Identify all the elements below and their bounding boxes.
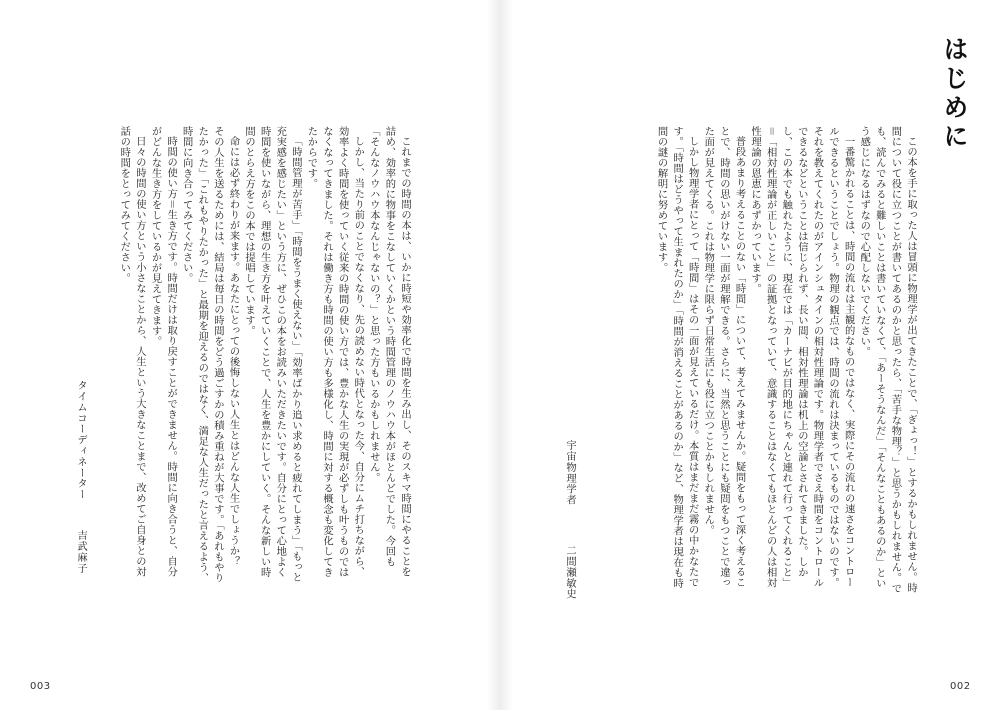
left-signature-name: 吉武麻子 <box>75 530 87 574</box>
paragraph: 普段あまり考えることのない「時間」について、考えてみませんか。疑問をもって深く考えることで、時間の思いがけない一面が理解できる。さらに、当然と思うことにも疑問をもつことで違った面が見えてくる。これは物理学に限らず日常生活にも役に立つことかもしれません。 <box>702 126 746 588</box>
paragraph: この本を手に取った人は冒頭に物理学が出てきたことで、「ぎょっ！」とするかもしれません。時間について役に立つことが書いてあるのかと思ったら、「苦手な物理？」と思うかもしれません。でも、読んでみると難しいことは書いていなくて、「あーそうなんだ」「そんなこともあるのか」という感じになるはずなので心配しないでください。 <box>858 126 917 594</box>
left-signature-role: タイムコーディネーター <box>75 380 87 500</box>
paragraph: 一番驚かれることは、時間の流れは主観的なものではなく、実際にその流れの速さをコントロールできるということでしょう。物理の観点では、時間の流れは決まっているものではないのです。それを教えてくれたのがアインシュタインの相対性理論です。物理学者でさえ時間をコントロールできるなどということは信じられず、長い間、相対性理論は机上の空論とされてきました。しかし、この本でも触れたように、現在では「カーナビが目的地にちゃんと連れて行ってくれること」＝「相対性理論が正しいこと」の証拠となっていて、意識することはなくてもほとんどの人は相対性理論の恩恵にあずかっています。 <box>749 126 855 588</box>
paragraph: しかし物理学者にとって「時間」はその一面が見えているだけ。本質はまだまだ霧の中かなたです。「時間はどうやって生まれたのか」「時間が消えることがあるのか」など、物理学者は現在も時間の謎の解明に努めています。 <box>655 126 699 589</box>
right-signature-role: 宇宙物理学者 <box>564 440 576 506</box>
page-number-left: 003 <box>30 681 51 692</box>
paragraph: 「時間管理が苦手」「時間をうまく使えない」「効率ばかり追い求めると疲れてしまう」「もっと充実感を感じたい」という方に、ぜひこの本をお読みいただきたいです。自分にとって心地よく時間を使いながら、理想の生き方を叶えていくことで、人生を豊かにしていく。そんな新しい時間のとらえ方をこの本では提唱しています。 <box>243 126 302 583</box>
paragraph: 日々の時間の使い方という小さなことから、人生という大きなことまで、改めてご自身との対話の時間をとってみてください。 <box>118 126 146 578</box>
right-page-body <box>596 126 918 596</box>
page-number-right: 002 <box>950 681 971 692</box>
page-title: はじめに <box>940 36 969 152</box>
paragraph: これまでの時間の本は、いかに時短や効率化で時間を生み出し、そのスキマ時間にやることを詰め、効率的に物事をこなしていくかという時間管理のノウハウ本がほとんどでした。今回も「そんなノウハウ本なんじゃないの？」と思った方もいるかもしれません。 <box>367 126 411 578</box>
paragraph: 時間の使い方＝生き方です。時間だけは取り戻すことができません。時間に向き合うと、自分がどんな生き方をしているかが見えてきます。 <box>149 126 178 578</box>
paragraph: しかし、当たり前のことでなくなり、先の読めない時代となった今、自分にムチ打ちながら、効率よく時間を使っていく従来の時間の使い方では、豊かな人生の実現が必ずしも叶うものではなくなってきました。それは働き方も時間の使い方も多様化し、時間に対する概念も変化してきたからです。 <box>305 126 365 578</box>
right-signature-name: 二間瀬敏史 <box>564 545 576 600</box>
left-page-body <box>92 126 412 586</box>
book-gutter <box>487 0 513 710</box>
paragraph: 命には必ず終わりが来ます。あなたにとっての後悔しない人生とはどんな人生でしょうか？ その人生を送るためには、結局は毎日の時間をどう過ごすかの積み重ねが大事です。「あれもやりたかった」「これもやりたかった」と最期を迎えるのではなく、満足な人生だったと言えるよう、時間に向き合ってみてください。 <box>180 126 240 583</box>
